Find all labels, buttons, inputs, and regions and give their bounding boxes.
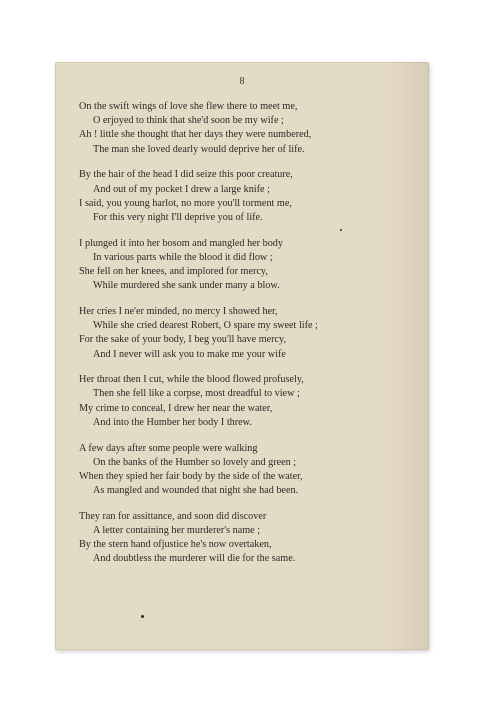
poem-line: Her throat then I cut, while the blood flowed profusely, <box>79 374 304 386</box>
page-number: 8 <box>239 76 245 87</box>
poem-line: When they spied her fair body by the side of the water, <box>79 470 303 482</box>
poem-line: Then she fell like a corpse, most dreadful to view ; <box>93 388 300 400</box>
poem-line: On the banks of the Humber so lovely and green ; <box>93 456 297 468</box>
stanza <box>79 305 424 362</box>
poem-line: In various parts while the blood it did flow ; <box>93 251 273 263</box>
poem-line: And into the Humber her body I threw. <box>93 416 252 428</box>
poem-line: She fell on her knees, and implored for mercy, <box>79 266 268 278</box>
poem-line: The man she loved dearly would deprive her of life. <box>93 143 305 155</box>
document-page <box>55 62 429 650</box>
poem-body <box>79 100 424 578</box>
poem-line: By the stern hand ofjustice he's now overtaken, <box>79 539 272 551</box>
stanza <box>79 237 424 294</box>
stanza <box>79 168 424 225</box>
poem-line: I plunged it into her bosom and mangled her body <box>79 237 283 249</box>
poem-line: A few days after some people were walking <box>79 442 258 454</box>
poem-line: And out of my pocket I drew a large knife ; <box>93 183 270 195</box>
poem-line: While murdered she sank under many a blow. <box>93 280 280 292</box>
stanza <box>79 373 424 430</box>
poem-line: I said, you young harlot, no more you'll torment me, <box>79 197 292 209</box>
poem-line: My crime to conceal, I drew her near the water, <box>79 402 273 414</box>
poem-line: By the hair of the head I did seize this poor creature, <box>79 169 293 181</box>
poem-line: For this very night I'll deprive you of life. <box>93 211 263 223</box>
ink-speck <box>141 615 144 618</box>
poem-line: For the sake of your body, I beg you'll have mercy, <box>79 334 287 346</box>
poem-line: They ran for assittance, and soon did discover <box>79 510 267 522</box>
poem-line: While she cried dearest Robert, O spare my sweet life ; <box>93 320 318 332</box>
stanza <box>79 100 424 157</box>
stanza <box>79 510 424 567</box>
poem-line: Ah ! little she thought that her days they were numbered, <box>79 129 312 141</box>
poem-line: O erjoyed to think that she'd soon be my wife ; <box>93 115 284 127</box>
poem-line: On the swift wings of love she flew there to meet me, <box>79 101 298 112</box>
ink-speck <box>340 229 342 231</box>
poem-line: A letter containing her murderer's name ; <box>93 525 261 537</box>
poem-line: Her cries I ne'er minded, no mercy I showed her, <box>79 305 278 317</box>
poem-line: As mangled and wounded that night she had been. <box>93 485 299 497</box>
poem-line: And doubtless the murderer will die for the same. <box>93 553 296 565</box>
poem-line: And I never will ask you to make me your wife <box>93 348 286 360</box>
stanza <box>79 442 424 499</box>
